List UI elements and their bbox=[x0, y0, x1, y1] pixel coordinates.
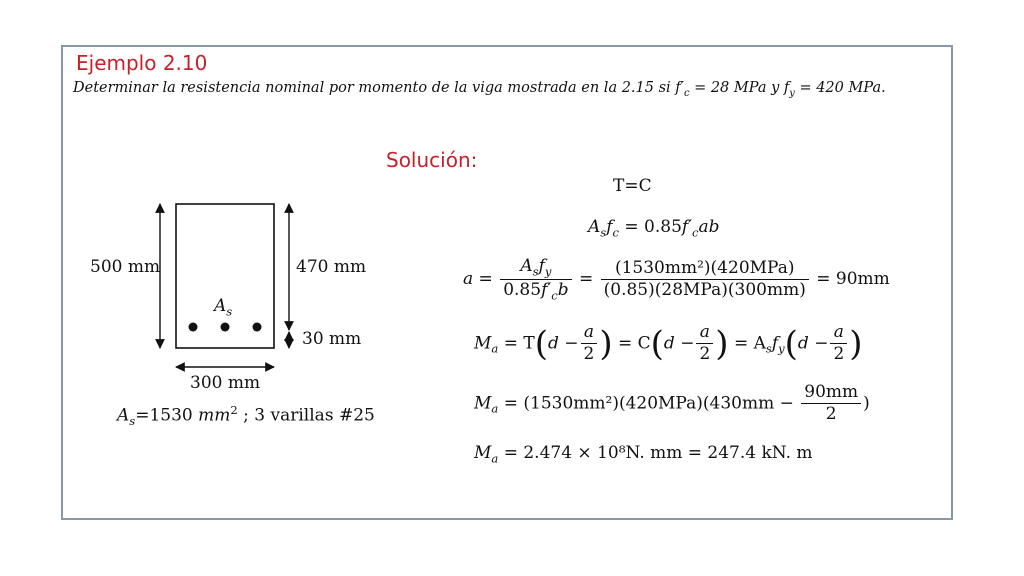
fraction-a-numeric: $\frac{\text{(1530mm²)(420MPa)}}{\text{(0.85)(28MPa)(300mm)}}$ bbox=[601, 258, 809, 302]
rebar-dot bbox=[221, 323, 230, 332]
steel-area-label: $A_s$ bbox=[214, 296, 233, 319]
statement-fc-value: = 28 MPa y bbox=[689, 80, 784, 96]
effective-depth-label: 470 mm bbox=[296, 257, 367, 277]
problem-statement bbox=[73, 80, 886, 99]
rebar-group bbox=[189, 323, 262, 332]
equation-moment-substituted: $M_a = (1530mm^2)(420MPa)(430mm$ − $\frac{90mm}{2}$ ) bbox=[474, 382, 870, 425]
statement-fc-sub: c bbox=[683, 87, 690, 99]
statement-fy-value: = 420 MPa. bbox=[794, 80, 886, 96]
statement-fc-symbol: f′ bbox=[675, 80, 684, 96]
statement-text: Determinar la resistencia nominal por momento de la viga mostrada en la 2.15 si bbox=[73, 80, 676, 96]
cover-label: 30 mm bbox=[302, 329, 362, 349]
width-label: 300 mm bbox=[190, 373, 261, 393]
solution-title: Solución: bbox=[386, 148, 478, 172]
statement-fy-sub: y bbox=[789, 87, 795, 99]
equation-force-balance: $A_sf_c = 0.85f'_cab$ bbox=[588, 217, 720, 240]
rebar-dot bbox=[253, 323, 262, 332]
equation-equilibrium: T=C bbox=[613, 176, 652, 196]
statement-fy-symbol: f bbox=[783, 80, 790, 96]
equation-moment-result: $M_a = 2.474 \times 10^8N$. mm = 247.4 kN. m bbox=[474, 443, 813, 466]
fraction-a-symbolic: $\frac{A_sf_y}{0.85f'_cb}$ bbox=[500, 256, 571, 303]
equation-depth-a: a = $\frac{A_sf_y}{0.85f'_cb}$ = $\frac{\text{(1530mm²)(420MPa)}}{\text{(0.85)(28MPa)(300mm)}}$ = 90mm bbox=[463, 256, 890, 303]
example-title: Ejemplo 2.10 bbox=[76, 51, 208, 75]
height-label: 500 mm bbox=[90, 257, 161, 277]
rebar-dot bbox=[189, 323, 198, 332]
equation-moment-general: $M_a = T(d$ − $\frac{a}{2}$ ) = C(d − $\frac{a}{2}$ ) = $A_sf_y(d$ − $\frac{a}{2}$ ) bbox=[474, 322, 863, 365]
beam-section-diagram bbox=[140, 190, 380, 400]
steel-area-caption: $A_s=1530$ $mm^2$ ; 3 varillas #25 bbox=[117, 403, 375, 429]
fraction-a-half: $\frac{90mm}{2}$ bbox=[801, 382, 861, 426]
